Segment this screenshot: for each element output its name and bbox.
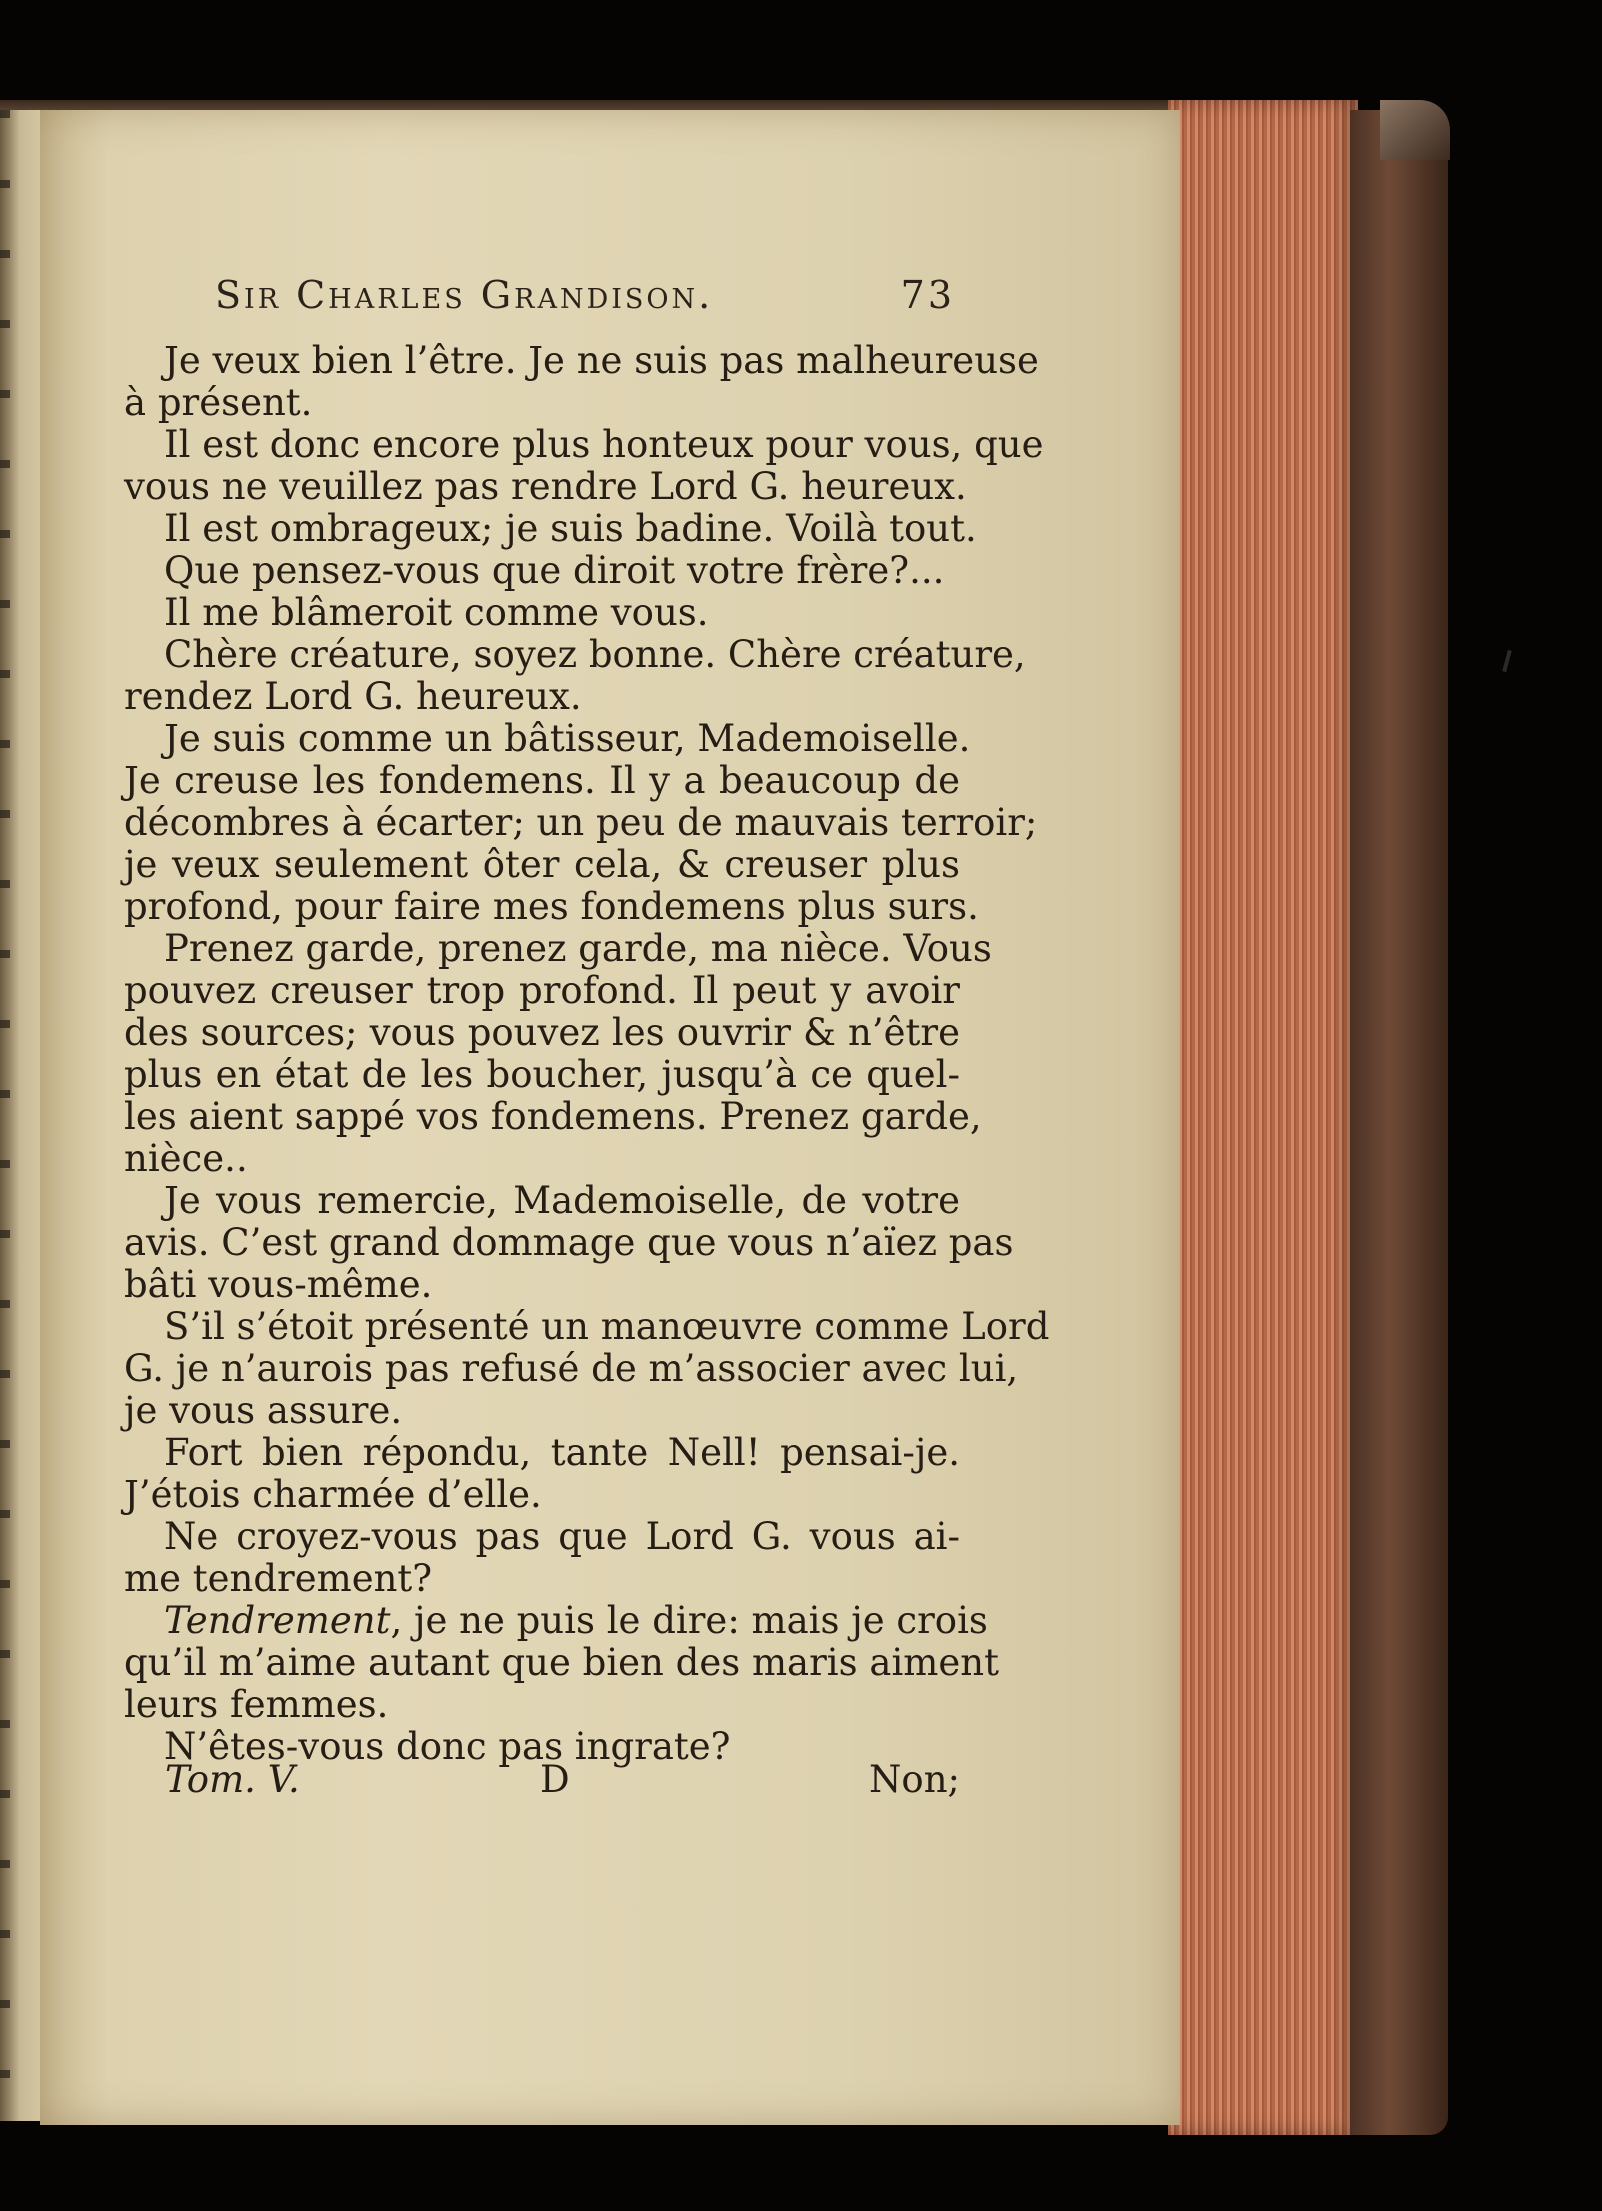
- page-fore-edge: [1168, 100, 1358, 2135]
- text-line: les aient sappé vos fondemens. Prenez garde,: [124, 1095, 982, 1138]
- text-line: je veux seulement ôter cela, & creuser plus: [124, 843, 960, 886]
- text-line: plus en état de les boucher, jusqu’à ce quel-: [124, 1053, 960, 1096]
- text-line: nièce..: [124, 1137, 248, 1180]
- running-header: [215, 273, 955, 323]
- text-line: me tendrement?: [124, 1557, 433, 1600]
- text-line: à présent.: [124, 381, 313, 424]
- text-line: qu’il m’aime autant que bien des maris aiment: [124, 1641, 999, 1684]
- running-title: Sir Charles Grandison.: [215, 273, 714, 317]
- text-line: rendez Lord G. heureux.: [124, 675, 582, 718]
- text-line: Chère créature, soyez bonne. Chère créature,: [164, 633, 1026, 676]
- text-line: Prenez garde, prenez garde, ma nièce. Vous: [164, 927, 992, 970]
- text-line: Je veux bien l’être. Je ne suis pas malheureuse: [164, 339, 1039, 382]
- cover-edge: [1350, 110, 1448, 2135]
- text-line: Je suis comme un bâtisseur, Mademoiselle.: [164, 717, 971, 760]
- text-line: bâti vous-même.: [124, 1263, 433, 1306]
- text-line: Que pensez-vous que diroit votre frère?...: [164, 549, 945, 592]
- text-line: Il est donc encore plus honteux pour vous, que: [164, 423, 1044, 466]
- gathering-mark: D: [540, 1758, 570, 1801]
- text-line: je vous assure.: [124, 1389, 403, 1432]
- text-line: avis. C’est grand dommage que vous n’aïez pas: [124, 1221, 1014, 1264]
- text-line: vous ne veuillez pas rendre Lord G. heureux.: [124, 465, 967, 508]
- text-line: des sources; vous pouvez les ouvrir & n’être: [124, 1011, 960, 1054]
- text-line: Tendrement, je ne puis le dire: mais je crois: [164, 1599, 988, 1642]
- text-line: Je creuse les fondemens. Il y a beaucoup de: [124, 759, 960, 802]
- scan-mark: [1502, 650, 1512, 672]
- text-line: leurs femmes.: [124, 1683, 389, 1726]
- signature-mark: Tom. V.: [165, 1758, 300, 1801]
- text-line: décombres à écarter; un peu de mauvais terroir;: [124, 801, 1038, 844]
- text-line: N’êtes-vous donc pas ingrate?: [164, 1725, 731, 1768]
- body-text: [124, 339, 1050, 1768]
- cover-corner: [1380, 100, 1450, 160]
- text-line: J’étois charmée d’elle.: [124, 1473, 542, 1516]
- text-line: Il est ombrageux; je suis badine. Voilà tout.: [164, 507, 977, 550]
- catchword: Non;: [869, 1758, 960, 1801]
- text-line: Ne croyez-vous pas que Lord G. vous ai-: [164, 1515, 960, 1558]
- text-line: S’il s’étoit présenté un manœuvre comme Lord: [164, 1305, 1050, 1348]
- text-line: Je vous remercie, Mademoiselle, de votre: [164, 1179, 960, 1222]
- text-line: G. je n’aurois pas refusé de m’associer avec lui,: [124, 1347, 1019, 1390]
- text-line: profond, pour faire mes fondemens plus surs.: [124, 885, 979, 928]
- page-footer: [165, 1758, 960, 1802]
- page-number: 73: [900, 273, 955, 317]
- left-spine-marks: [0, 110, 10, 2121]
- text-line: Fort bien répondu, tante Nell! pensai-je.: [164, 1431, 960, 1474]
- text-line: Il me blâmeroit comme vous.: [164, 591, 709, 634]
- text-line: pouvez creuser trop profond. Il peut y avoir: [124, 969, 960, 1012]
